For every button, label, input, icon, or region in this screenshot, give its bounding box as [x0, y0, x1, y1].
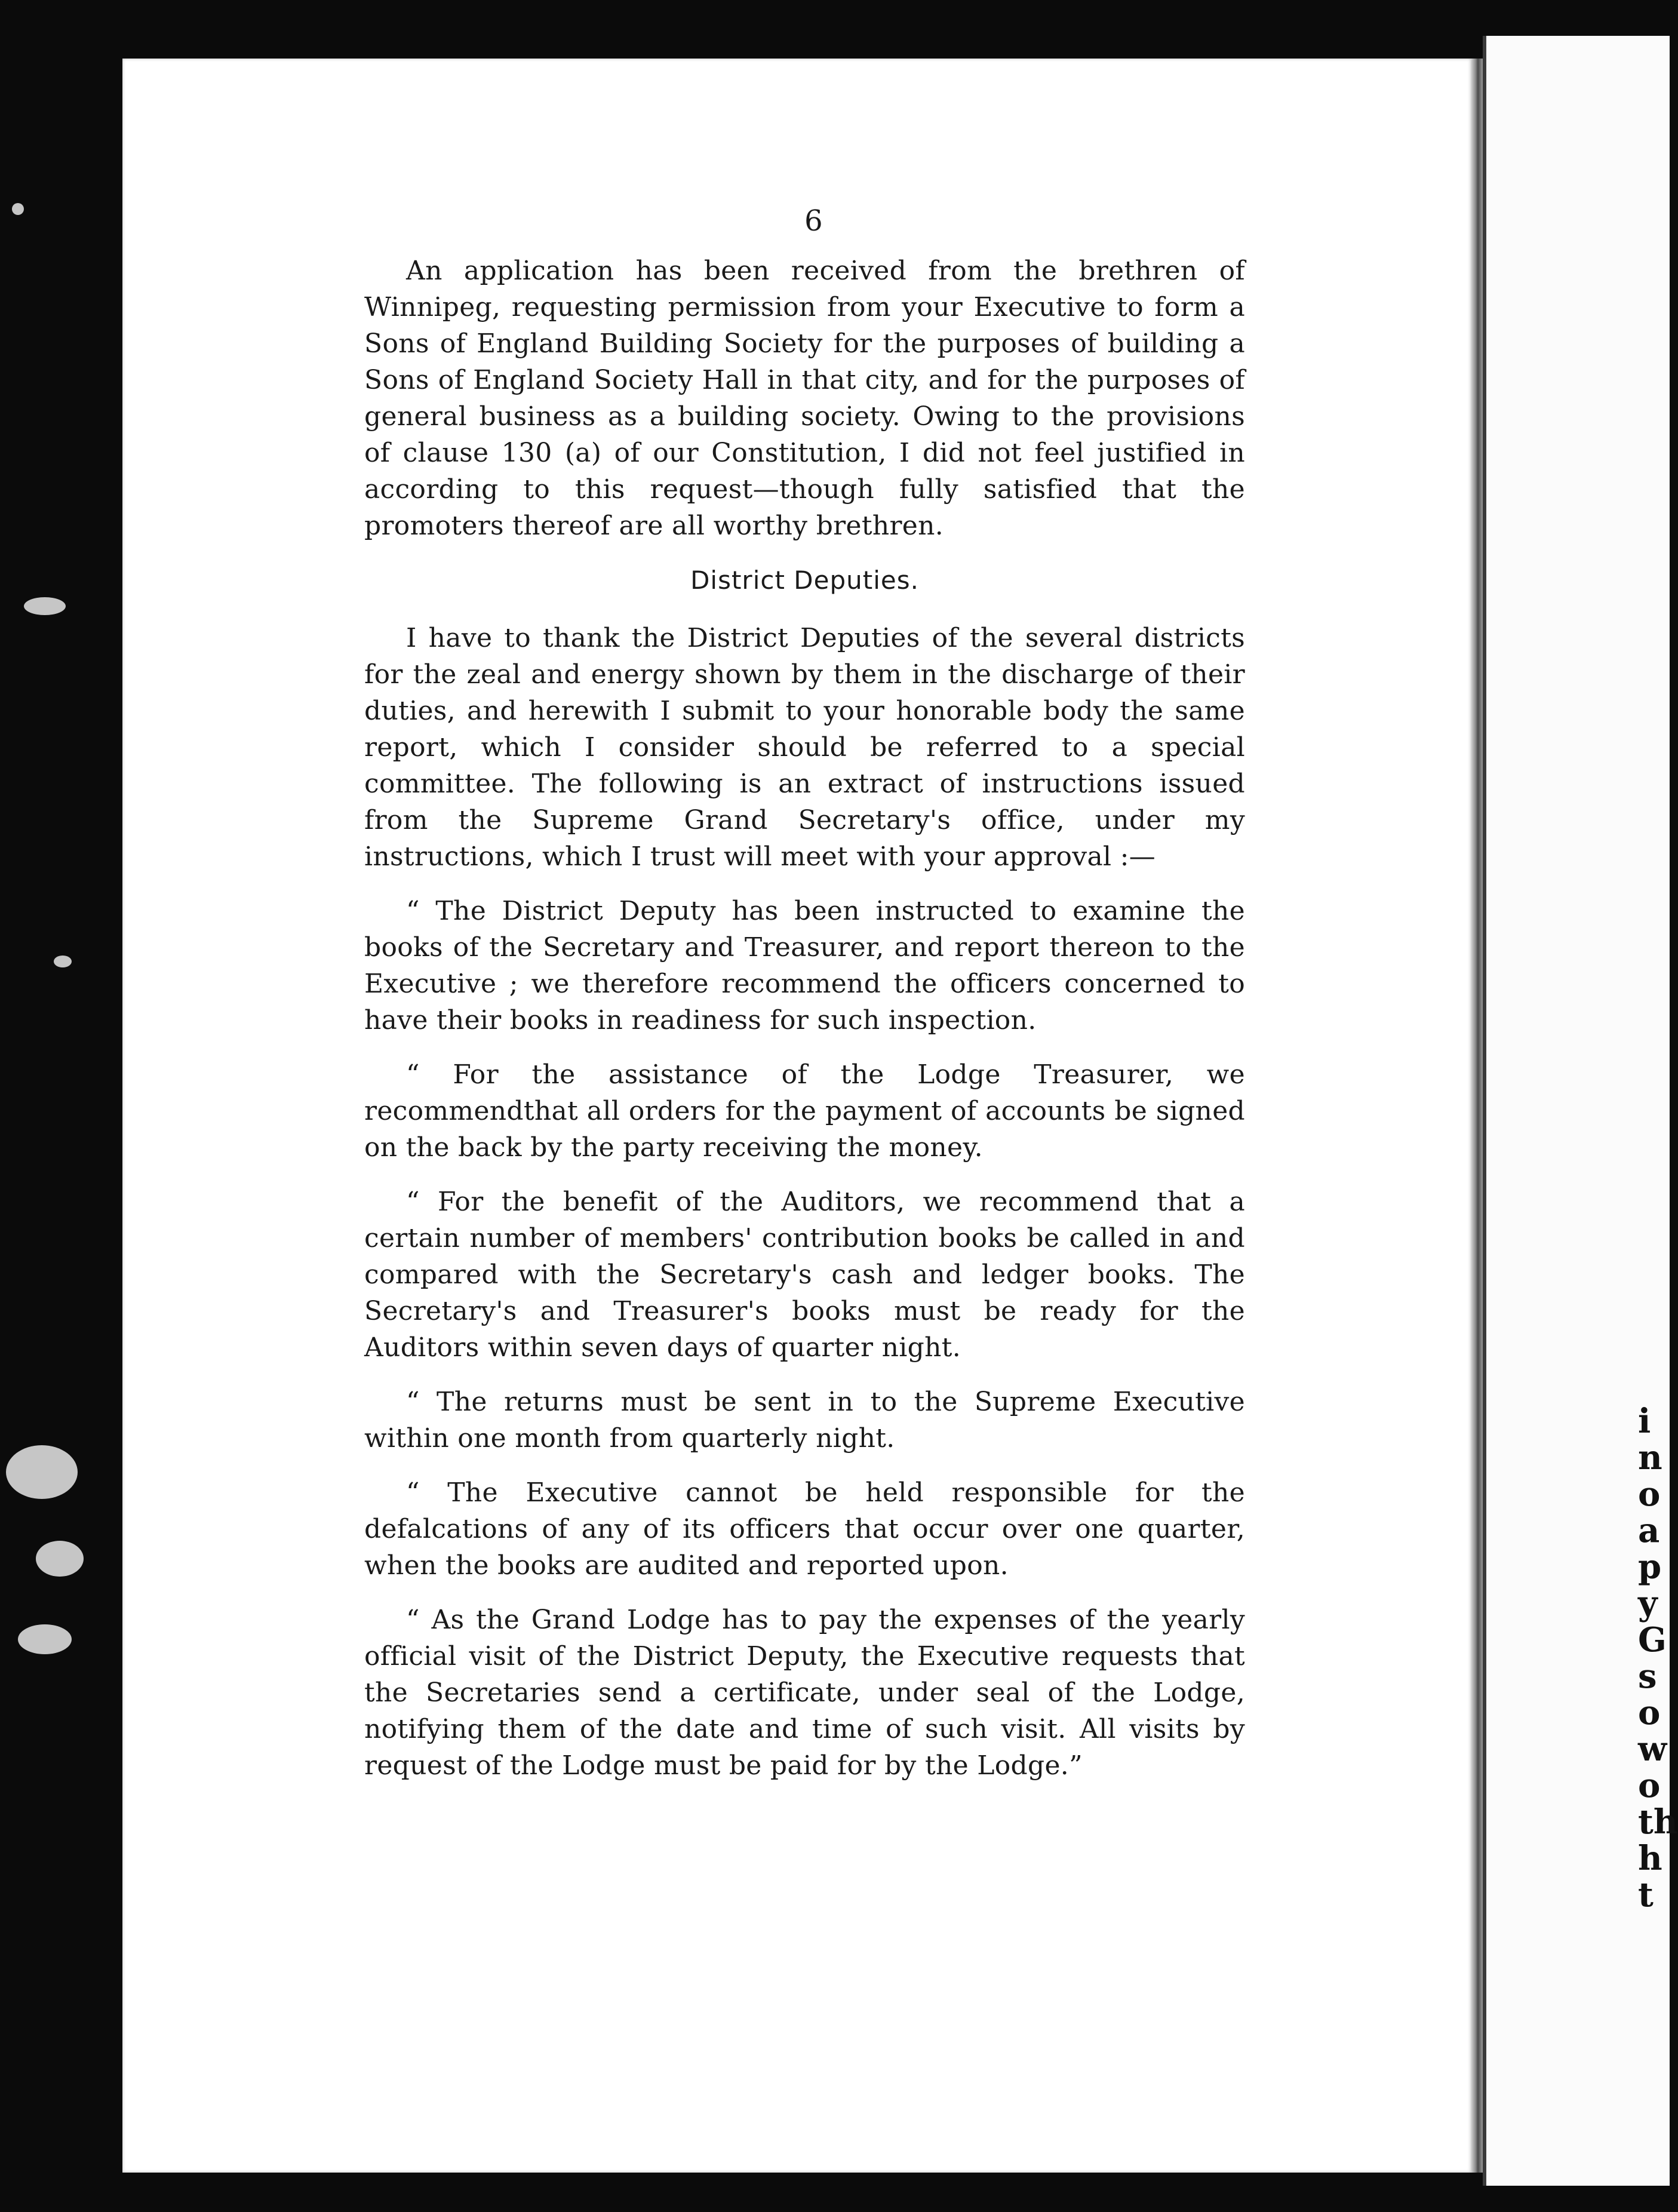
fragment: h	[1638, 1839, 1662, 1878]
fragment: p	[1638, 1547, 1662, 1587]
facing-page	[1483, 36, 1678, 2186]
fragment: a	[1638, 1511, 1660, 1550]
fragment: n	[1638, 1438, 1662, 1477]
scan-noise	[6, 1445, 78, 1499]
paragraph-quote: “ As the Grand Lodge has to pay the expenses of the yearly official visit of the District Deputy, the Executive requests that the Secretaries send a certificate, under seal of the Lodge, notifying them of the date and time of such visit. All visits by request of the Lodge must be paid for by the Lodge.”	[364, 1605, 1245, 1781]
paragraph-quote: “ The Executive cannot be held responsible for the defalcations of any of its officers that occur over one quarter, when the books are audited and reported upon.	[364, 1477, 1245, 1581]
fragment: y	[1638, 1584, 1658, 1623]
paragraph-quote: “ For the assistance of the Lodge Treasurer, we recommendthat all orders for the payment of accounts be signed on the back by the party receiving the money.	[364, 1059, 1245, 1163]
fragment: i	[1638, 1402, 1651, 1441]
fragment: w	[1638, 1729, 1667, 1769]
paragraph-quote: “ The returns must be sent in to the Supreme Executive within one month from quarterly night.	[364, 1387, 1245, 1454]
fragment: t	[1638, 1875, 1654, 1915]
paragraph-quote: “ For the benefit of the Auditors, we recommend that a certain number of members' contribution books be called in and compared with the Secretary's cash and ledger books. The Secretary's and Treasurer's books must be ready for the Auditors within seven days of quarter night.	[364, 1187, 1245, 1363]
fragment: o	[1638, 1474, 1661, 1514]
paragraph-thanks: I have to thank the District Deputies of the several districts for the zeal and energy shown by them in the discharge of their duties, and herewith I submit to your honorable body the same report, which I consider should be referred to a special committee. The following is an extract of instructions issued from the Supreme Grand Secretary's office, under my instructions, which I trust will meet with your approval :—	[364, 623, 1245, 872]
book-gutter	[1471, 59, 1483, 2173]
fragment: th	[1638, 1802, 1678, 1842]
fragment: o	[1638, 1693, 1661, 1732]
scan-noise	[54, 956, 72, 967]
scan-noise	[36, 1541, 84, 1577]
page-text	[364, 203, 1245, 1802]
paragraph-quote: “ The District Deputy has been instructed to examine the books of the Secretary and Treasurer, and report thereon to the Executive ; we therefore recommend the officers concerned to have their books in readiness for such inspection.	[364, 896, 1245, 1036]
paragraph-intro: An application has been received from the brethren of Winnipeg, requesting permission from your Executive to form a Sons of England Building Society for the purposes of building a Sons of England Society Hall in that city, and for the purposes of general business as a building society. Owing to the provisions of clause 130 (a) of our Constitution, I did not feel justified in according to this request—though fully satisfied that the promoters thereof are all worthy brethren.	[364, 256, 1245, 541]
page-number: 6	[804, 204, 823, 238]
fragment: s	[1638, 1657, 1657, 1696]
fragment: o	[1638, 1766, 1661, 1805]
facing-page-fragments	[1638, 1402, 1678, 1915]
scan-noise	[12, 203, 24, 215]
scan-noise	[24, 597, 66, 615]
scan-noise	[18, 1624, 72, 1654]
fragment: G	[1638, 1620, 1667, 1660]
section-heading: District Deputies.	[690, 566, 919, 595]
facing-page-edge	[1483, 36, 1486, 2186]
